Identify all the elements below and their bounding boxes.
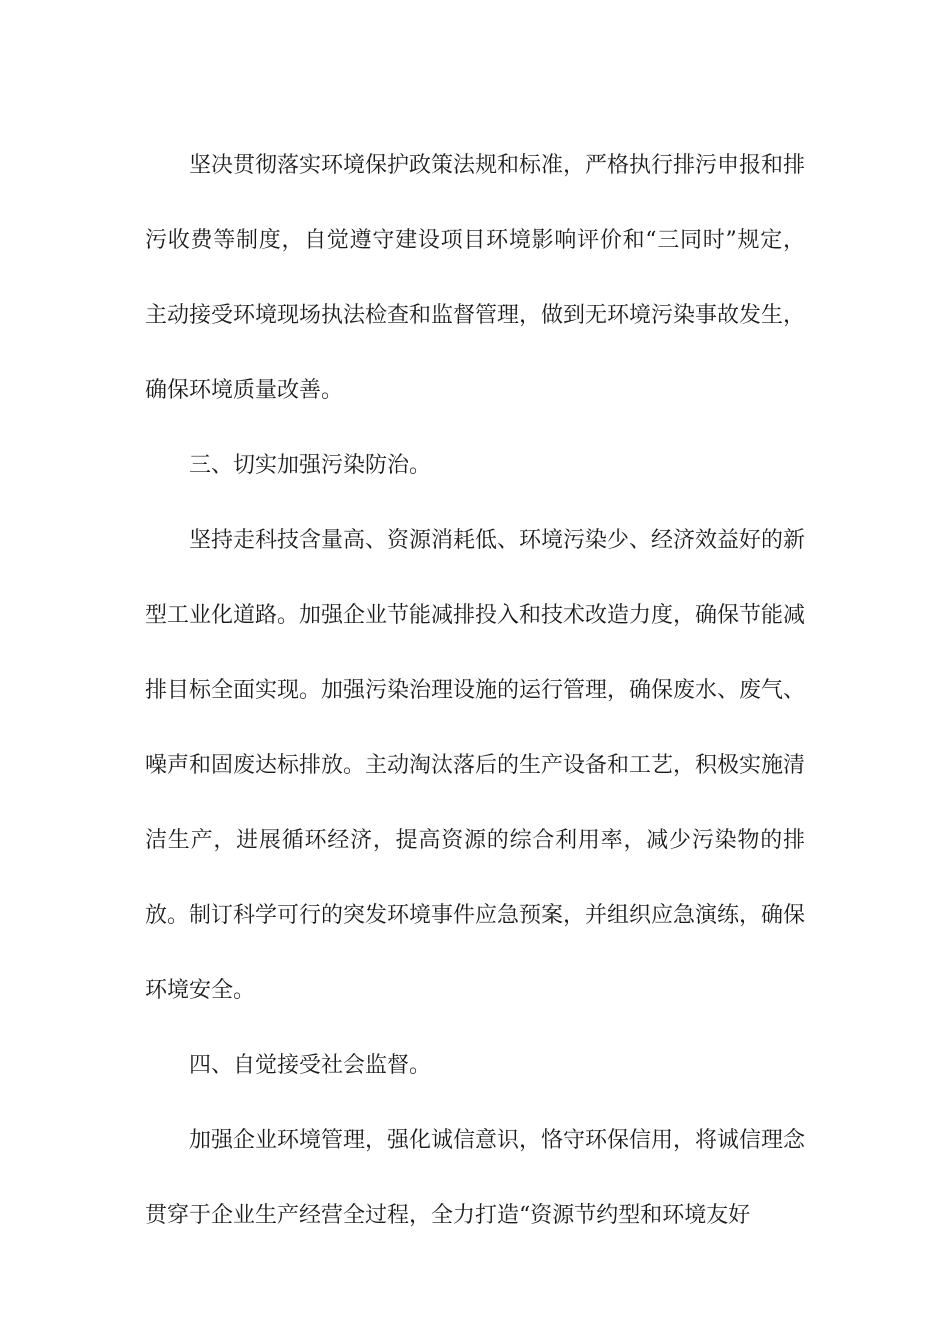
paragraph-social-supervision: 加强企业环境管理，强化诚信意识，恪守环保信用，将诚信理念贯穿于企业生产经营全过程，全力打造“资源节约型和环境友好 <box>145 1128 806 1228</box>
paragraph-pollution-prevention: 坚持走科技含量高、资源消耗低、环境污染少、经济效益好的新型工业化道路。加强企业节能减排投入和技术改造力度，确保节能减排目标全面实现。加强污染治理设施的运行管理，确保废水、废气、噪声和固废达标排放。主动淘汰落后的生产设备和工艺，积极实施清洁生产，进展循环经济，提高资源的综合利用率，减少污染物的排放。制订科学可行的突发环境事件应急预案，并组织应急演练，确保环境安全。 <box>145 528 806 1003</box>
section-heading-social-supervision: 四、自觉接受社会监督。 <box>189 1053 432 1078</box>
section-heading-pollution-prevention: 三、切实加强污染防治。 <box>189 453 432 478</box>
document-body <box>145 128 805 1253</box>
paragraph-environmental-compliance: 坚决贯彻落实环境保护政策法规和标准，严格执行排污申报和排污收费等制度，自觉遵守建设项目环境影响评价和“三同时”规定，主动接受环境现场执法检查和监督管理，做到无环境污染事故发生，确保环境质量改善。 <box>145 153 806 403</box>
